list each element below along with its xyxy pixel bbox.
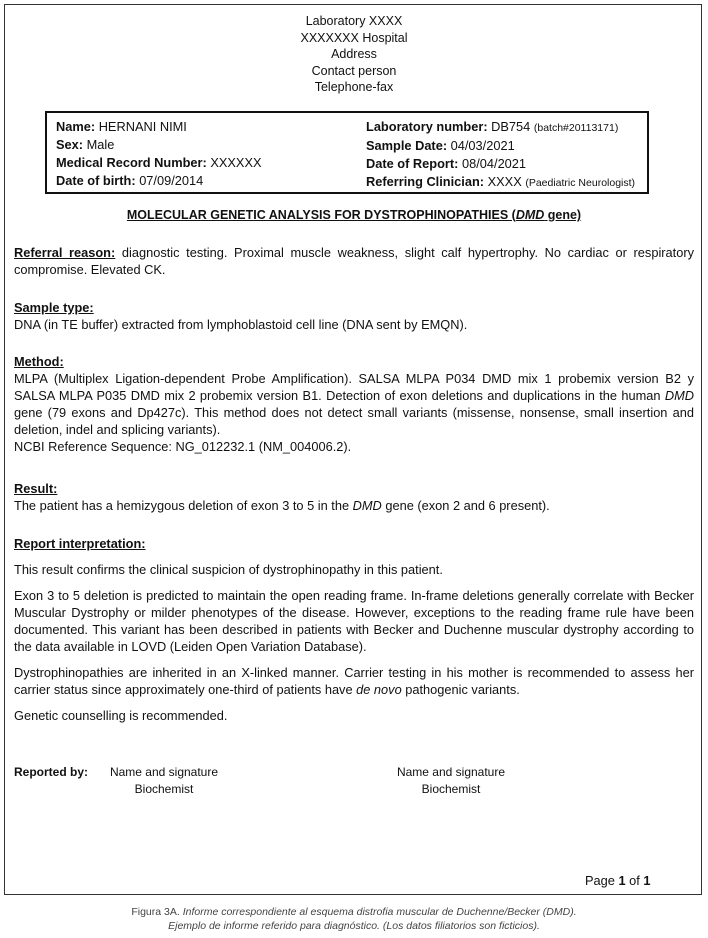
caption-text-1: Informe correspondiente al esquema distrofia muscular de Duchenne/Becker (DMD). (182, 906, 577, 918)
lab-address: Address (331, 47, 377, 62)
patient-name-value: HERNANI NIMI (98, 119, 187, 134)
patient-dob-label: Date of birth: (56, 173, 136, 188)
page-number (585, 873, 651, 888)
patient-info-box (45, 111, 649, 194)
lab-phone: Telephone-fax (314, 80, 394, 95)
method-paragraph (14, 370, 694, 438)
sample-date-row (366, 137, 635, 155)
page-total: 1 (643, 873, 651, 888)
result-text (14, 497, 694, 514)
interpretation-heading: Report interpretation: (14, 536, 146, 551)
caption-text-2: Ejemplo de informe referido para diagnóstico. (Los datos filiatorios son ficticios). (168, 920, 540, 932)
result-section (14, 480, 694, 514)
figure-caption (0, 905, 708, 933)
report-date-value: 08/04/2021 (461, 156, 527, 171)
referral-heading: Referral reason: (14, 245, 116, 260)
clinician-value: XXXX (487, 174, 522, 189)
interpretation-p2: Exon 3 to 5 deletion is predicted to maintain the open reading frame. In-frame deletions generally correlate with Becker Muscular Dystrophy or milder phenotypes of the disease. However, exceptions to the reading frame rule have been documented. This variant has been described in patients with Becker and Duchenne muscular dystrophy according to the data available in LOVD (Leiden Open Variation Database). (14, 588, 694, 654)
lab-number-row (366, 118, 635, 137)
caption-line-1 (0, 905, 708, 919)
lab-header (0, 13, 708, 96)
reported-by-label: Reported by: (14, 765, 89, 779)
patient-name-label: Name: (56, 119, 96, 134)
lab-number-label: Laboratory number: (366, 119, 488, 134)
sample-date-value: 04/03/2021 (450, 138, 515, 153)
interpretation-section (14, 535, 694, 724)
title-suffix: gene) (544, 208, 582, 222)
caption-line-2 (0, 919, 708, 933)
patient-mrn-row (56, 154, 262, 172)
page-current: 1 (618, 873, 626, 888)
result-heading: Result: (14, 481, 58, 496)
sample-section (14, 299, 694, 333)
page-prefix: Page (585, 873, 619, 888)
interpretation-p1: This result confirms the clinical suspicion of dystrophinopathy in this patient. (14, 562, 443, 577)
patient-info-right (366, 118, 635, 192)
interpretation-p4: Genetic counselling is recommended. (14, 708, 228, 723)
interpretation-de-novo: de novo (356, 682, 402, 697)
patient-sex-row (56, 136, 262, 154)
method-gene: DMD (664, 388, 694, 403)
patient-mrn-label: Medical Record Number: (56, 155, 207, 170)
referral-text: diagnostic testing. Proximal muscle weakness, slight calf hypertrophy. No cardiac or respiratory compromise. Elevated CK. (14, 245, 694, 277)
document-title (0, 208, 708, 222)
interpretation-p3-b: pathogenic variants. (401, 682, 520, 697)
sample-date-label: Sample Date: (366, 138, 448, 153)
patient-sex-value: Male (86, 137, 115, 152)
clinician-label: Referring Clinician: (366, 174, 485, 189)
result-text-2: gene (exon 2 and 6 present). (381, 498, 550, 513)
lab-name: Laboratory XXXX (305, 14, 403, 28)
lab-hospital: XXXXXXX Hospital (300, 30, 408, 45)
interpretation-p3 (14, 664, 694, 698)
method-text-1: MLPA (Multiplex Ligation-dependent Probe Amplification). SALSA MLPA P034 DMD mix 1 probemix version B2 y SALSA MLPA P035 DMD mix 2 probemix version B1. Detection of exon deletions and duplications in the human (14, 371, 694, 403)
signature-block-2 (381, 764, 521, 798)
patient-sex-label: Sex: (56, 137, 84, 152)
method-heading: Method: (14, 354, 64, 369)
referral-paragraph (14, 244, 694, 278)
title-gene: DMD (515, 208, 545, 222)
sample-heading: Sample type: (14, 300, 94, 315)
patient-dob-row (56, 172, 262, 190)
patient-dob-value: 07/09/2014 (139, 173, 204, 188)
result-text-1: The patient has a hemizygous deletion of exon 3 to 5 in the (14, 498, 353, 513)
patient-name-row (56, 118, 262, 136)
caption-figure-label: Figura 3A. (131, 906, 183, 918)
interpretation-p3-a: Dystrophinopathies are inherited in an X-linked manner. Carrier testing in his mother is recommended to assess her carrier status since approximately one-third of patients have (14, 665, 694, 697)
signature-block-1 (94, 764, 234, 798)
patient-mrn-value: XXXXXX (210, 155, 262, 170)
signature-2-name: Name and signature (396, 765, 506, 779)
signature-1-name: Name and signature (109, 765, 219, 779)
report-date-label: Date of Report: (366, 156, 459, 171)
clinician-row (366, 173, 635, 192)
title-text: MOLECULAR GENETIC ANALYSIS FOR DYSTROPHINOPATHIES ( (126, 208, 516, 222)
page-of: of (625, 873, 644, 888)
sample-text: DNA (in TE buffer) extracted from lymphoblastoid cell line (DNA sent by EMQN). (14, 317, 468, 332)
referral-section (14, 244, 694, 278)
report-date-row (366, 155, 635, 173)
clinician-note: (Paediatric Neurologist) (525, 177, 636, 189)
lab-contact: Contact person (311, 63, 397, 78)
method-section (14, 353, 694, 455)
patient-info-left (56, 118, 262, 190)
method-text-2: gene (79 exons and Dp427c). This method does not detect small variants (missense, nonsense, small insertion and deletion, indel and splicing variants). (14, 405, 694, 437)
lab-number-batch: (batch#20113171) (533, 122, 619, 134)
result-gene: DMD (352, 498, 382, 513)
method-reference: NCBI Reference Sequence: NG_012232.1 (NM_004006.2). (14, 439, 352, 454)
signature-2-role: Biochemist (421, 782, 481, 796)
signature-1-role: Biochemist (134, 782, 194, 796)
lab-number-value: DB754 (491, 119, 531, 134)
